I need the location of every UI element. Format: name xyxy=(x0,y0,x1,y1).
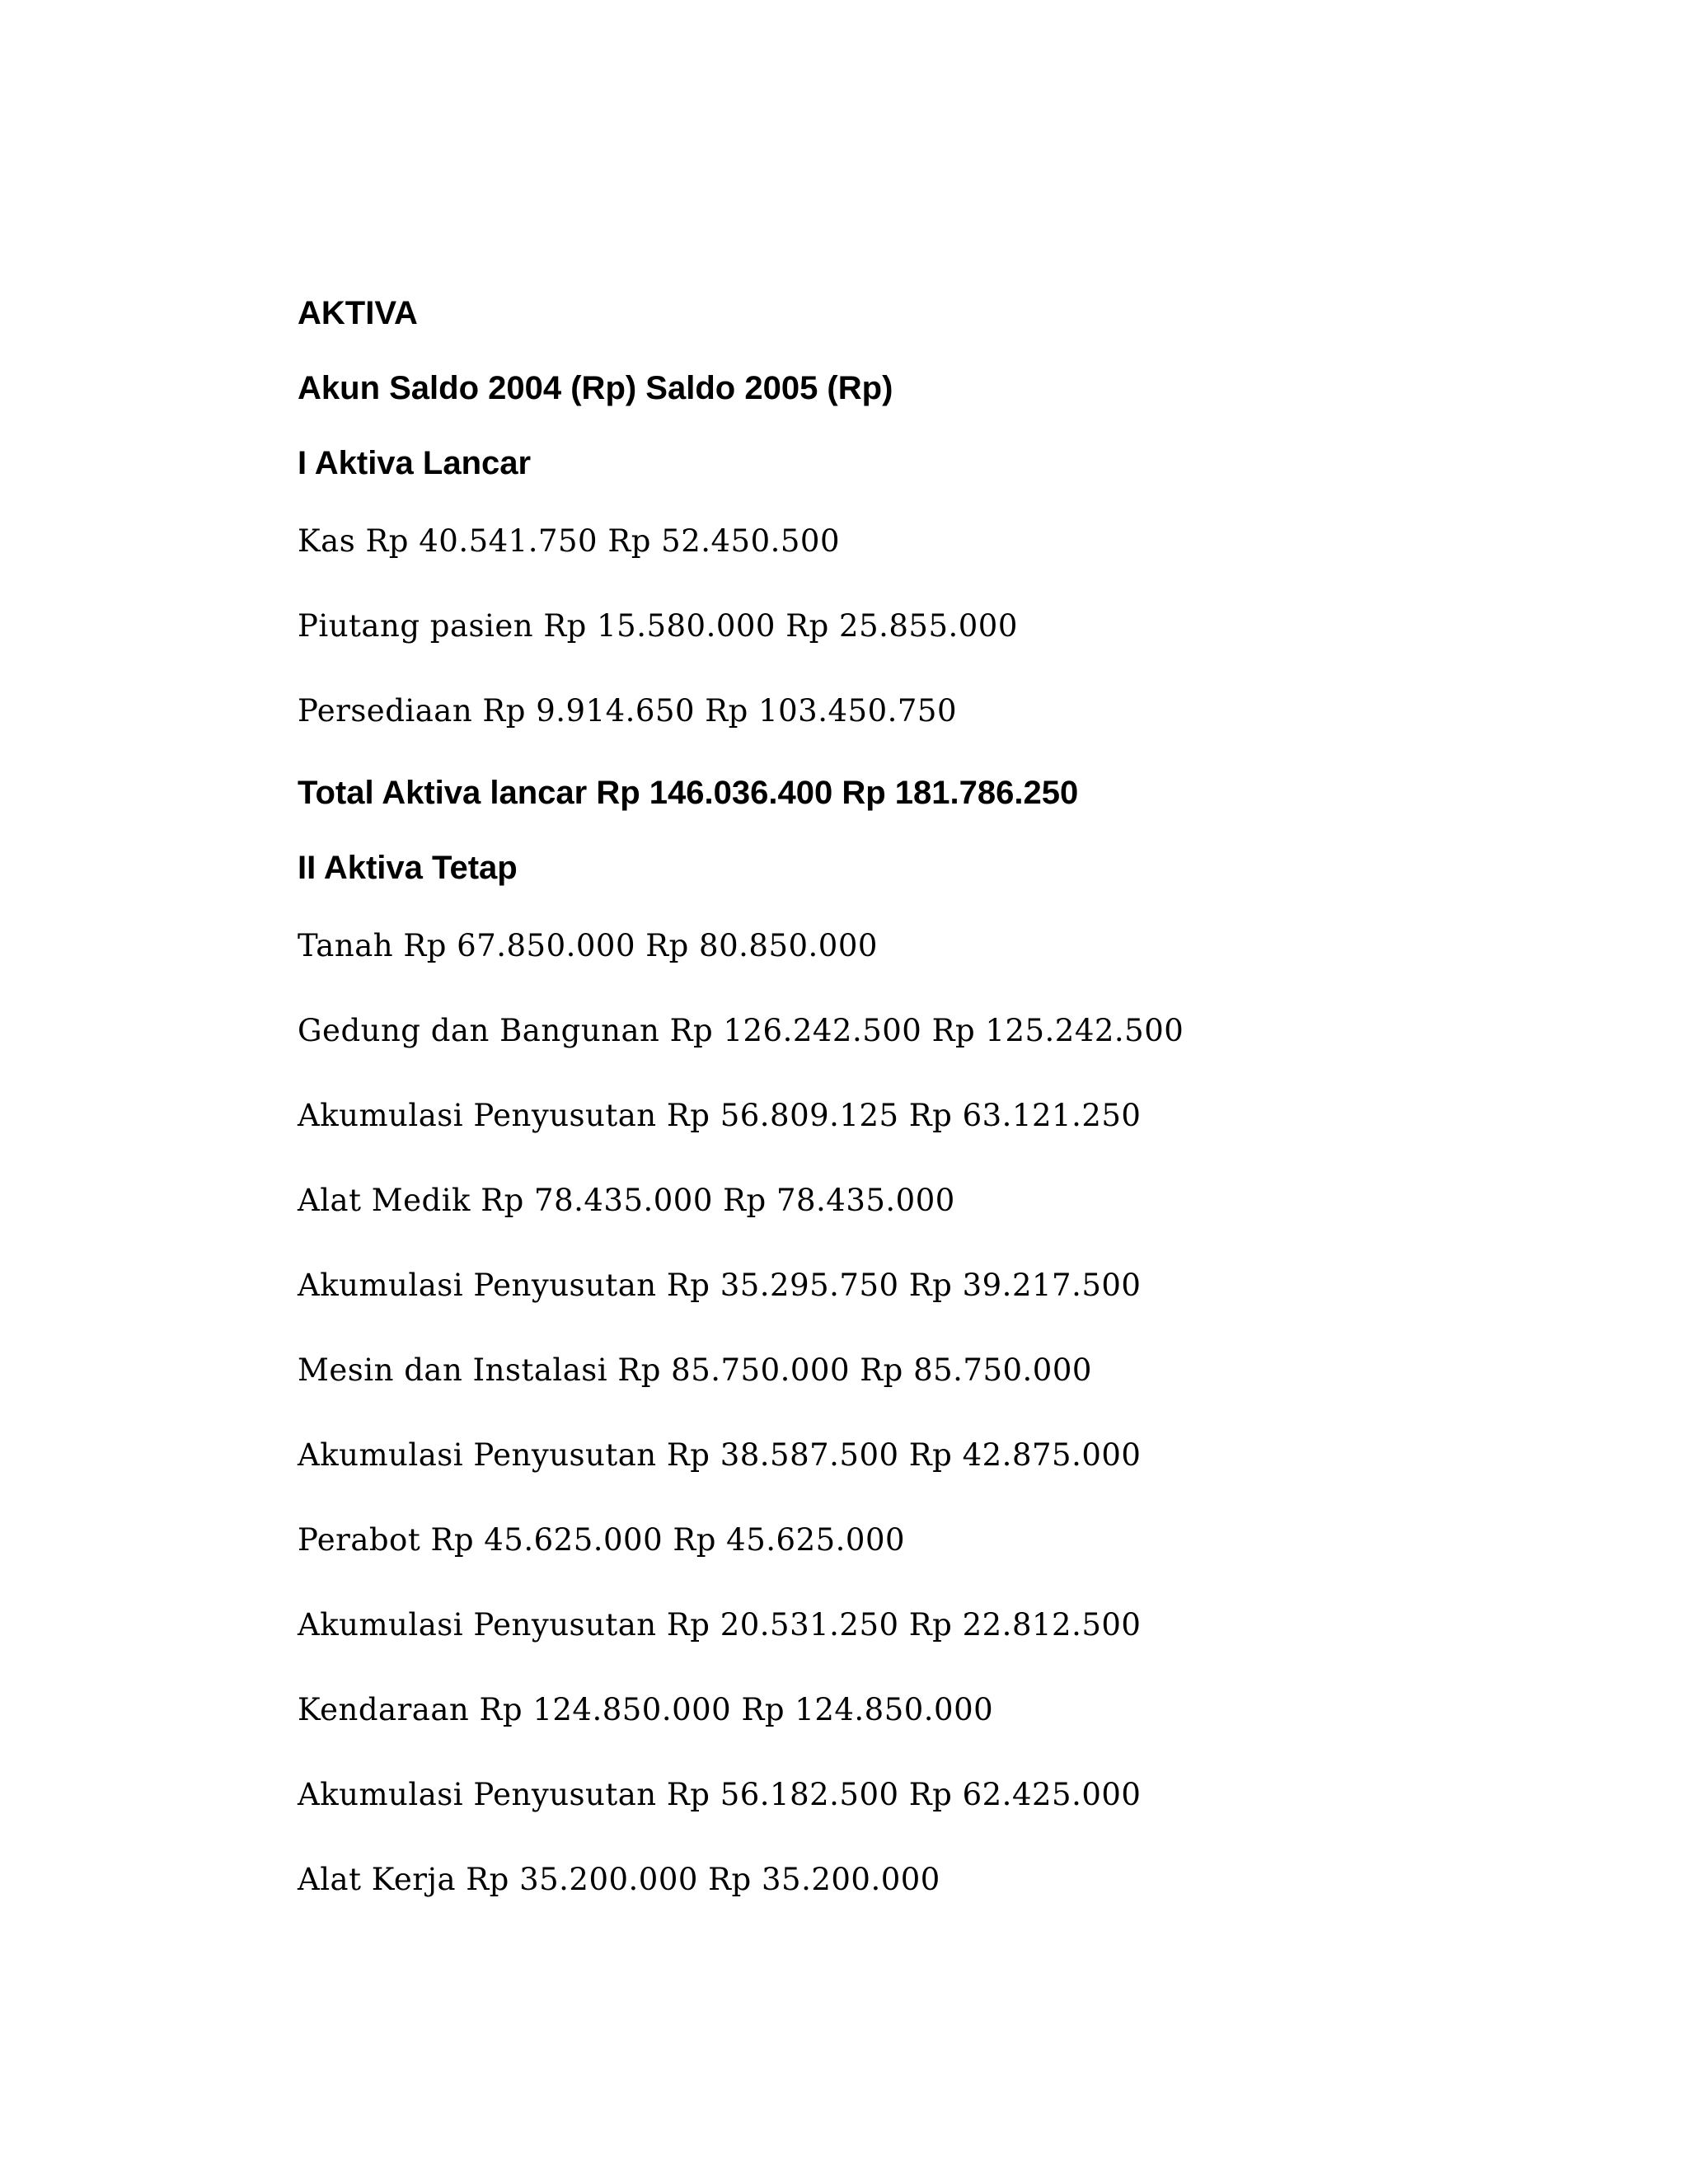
account-row-alat-medik: Alat Medik Rp 78.435.000 Rp 78.435.000 xyxy=(298,1183,955,1218)
account-row-kendaraan: Kendaraan Rp 124.850.000 Rp 124.850.000 xyxy=(298,1692,994,1727)
account-row-akumulasi-penyusutan-alat-medik: Akumulasi Penyusutan Rp 35.295.750 Rp 39.217.500 xyxy=(298,1268,1142,1303)
total-aktiva-lancar: Total Aktiva lancar Rp 146.036.400 Rp 181.786.250 xyxy=(298,775,1079,811)
account-row-akumulasi-penyusutan-gedung: Akumulasi Penyusutan Rp 56.809.125 Rp 63.121.250 xyxy=(298,1098,1142,1133)
account-row-persediaan: Persediaan Rp 9.914.650 Rp 103.450.750 xyxy=(298,693,957,729)
account-row-tanah: Tanah Rp 67.850.000 Rp 80.850.000 xyxy=(298,928,878,963)
account-row-piutang-pasien: Piutang pasien Rp 15.580.000 Rp 25.855.000 xyxy=(298,608,1018,644)
account-row-gedung-dan-bangunan: Gedung dan Bangunan Rp 126.242.500 Rp 125.242.500 xyxy=(298,1013,1184,1048)
column-header: Akun Saldo 2004 (Rp) Saldo 2005 (Rp) xyxy=(298,370,893,406)
document-title: AKTIVA xyxy=(298,295,418,331)
account-row-akumulasi-penyusutan-kendaraan: Akumulasi Penyusutan Rp 56.182.500 Rp 62.425.000 xyxy=(298,1777,1142,1812)
account-row-akumulasi-penyusutan-mesin: Akumulasi Penyusutan Rp 38.587.500 Rp 42.875.000 xyxy=(298,1437,1142,1473)
account-row-mesin-dan-instalasi: Mesin dan Instalasi Rp 85.750.000 Rp 85.750.000 xyxy=(298,1352,1092,1388)
account-row-alat-kerja: Alat Kerja Rp 35.200.000 Rp 35.200.000 xyxy=(298,1862,940,1897)
section-heading-aktiva-lancar: I Aktiva Lancar xyxy=(298,445,532,481)
account-row-perabot: Perabot Rp 45.625.000 Rp 45.625.000 xyxy=(298,1522,906,1558)
account-row-akumulasi-penyusutan-perabot: Akumulasi Penyusutan Rp 20.531.250 Rp 22.812.500 xyxy=(298,1607,1142,1643)
section-heading-aktiva-tetap: II Aktiva Tetap xyxy=(298,850,518,886)
account-row-kas: Kas Rp 40.541.750 Rp 52.450.500 xyxy=(298,523,841,559)
